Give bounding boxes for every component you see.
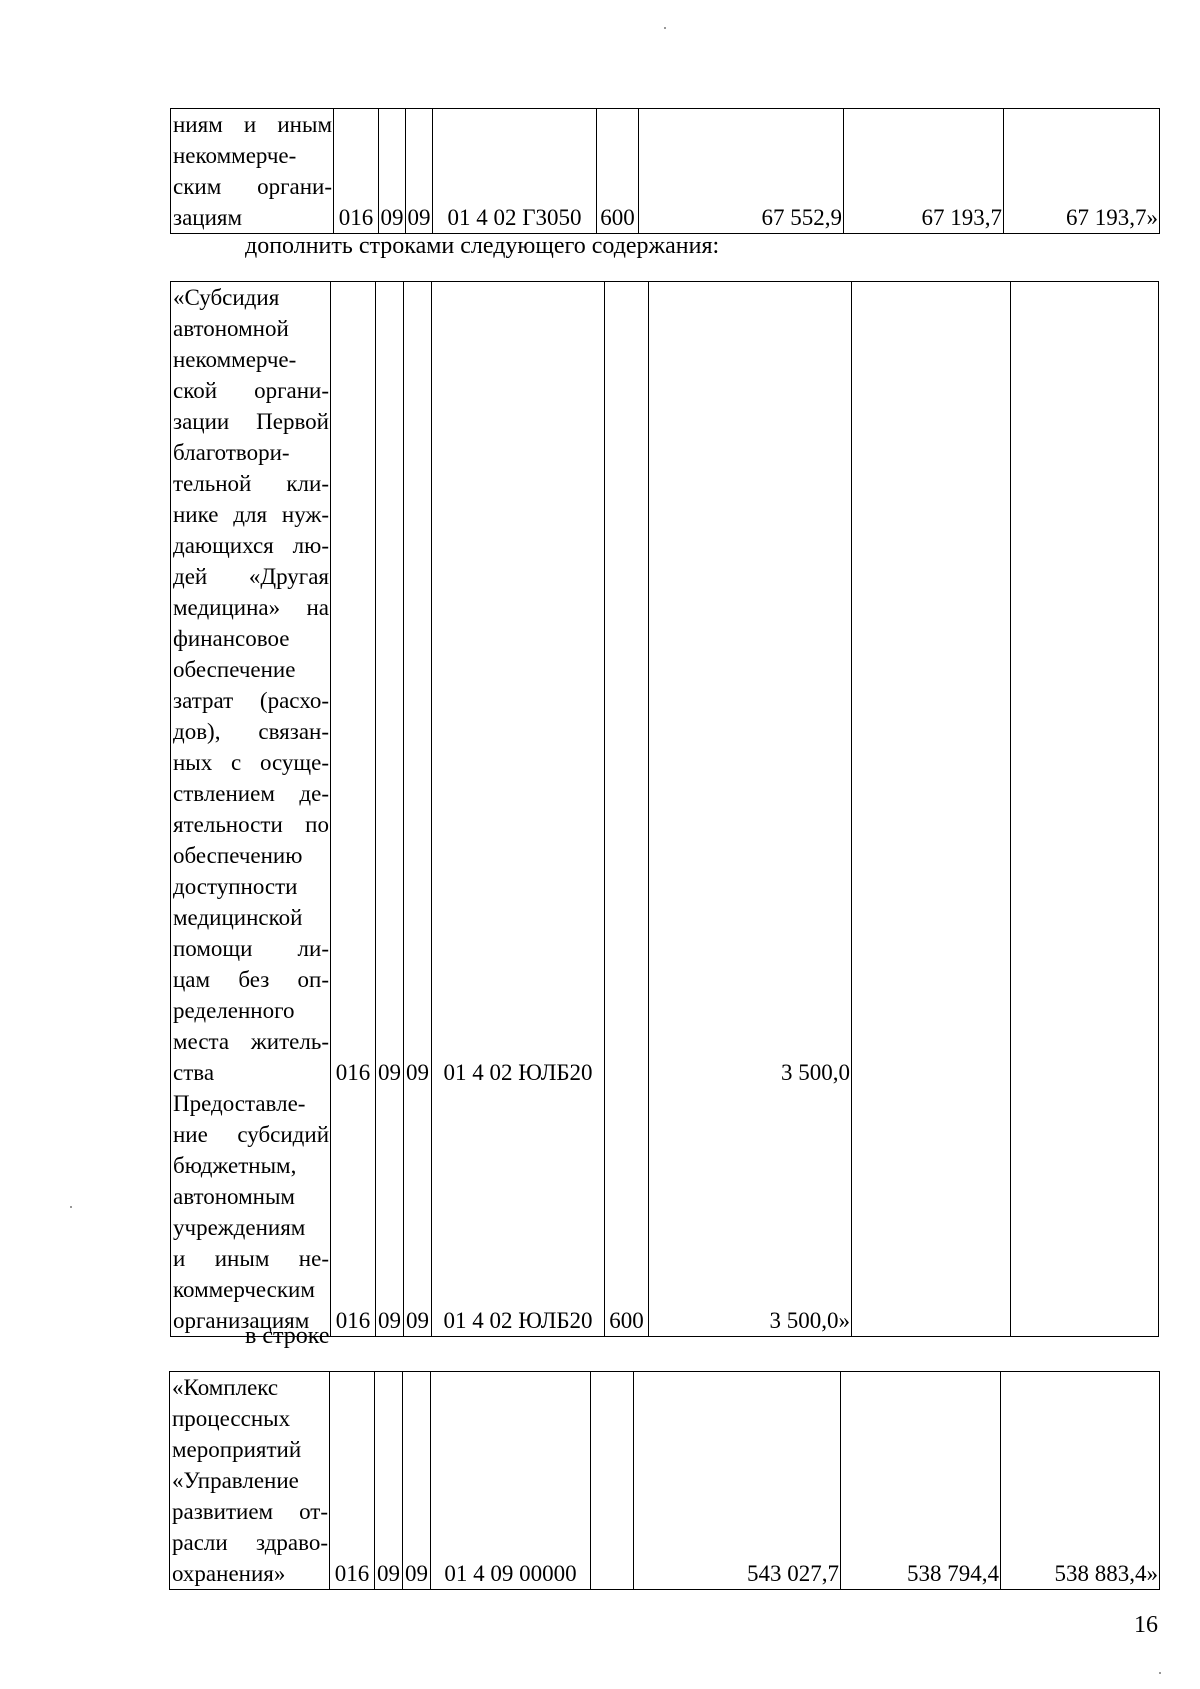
name-line: медицина» на	[173, 595, 329, 620]
name-line: ским органи-	[173, 174, 332, 199]
instruction-add-rows: дополнить строками следующего содержания:	[245, 233, 720, 259]
name-line: благотвори-	[173, 440, 290, 465]
name-line: мероприятий	[172, 1437, 302, 1462]
name-line: «Управление	[172, 1468, 299, 1493]
name-line: затрат (расхо-	[173, 688, 329, 713]
gr-cell	[331, 282, 376, 1337]
budget-table-top	[170, 108, 1160, 234]
rz-cell	[376, 282, 404, 1337]
gr-value: 016	[335, 1060, 371, 1085]
name-line: медицинской	[173, 905, 303, 930]
name-line: «Комплекс	[172, 1375, 279, 1400]
rz-cell: 09	[379, 109, 406, 234]
pr-cell: 09	[406, 109, 433, 234]
name-line: ства	[173, 1060, 215, 1085]
name-line: охранения»	[172, 1561, 286, 1586]
sum-value: 3 500,0	[781, 1060, 850, 1085]
gr-cell: 016	[334, 109, 379, 234]
vr-cell	[605, 282, 649, 1337]
row-name-cell	[170, 1372, 330, 1590]
row-name-cell	[171, 109, 334, 234]
table-row	[170, 1372, 1160, 1590]
csr-cell: 01 4 02 Г3050	[433, 109, 597, 234]
rz-value: 09	[378, 1308, 401, 1333]
row-name-block	[173, 1088, 329, 1336]
name-line: обеспечению	[173, 843, 303, 868]
sum-2026-cell: 538 883,4»	[1001, 1372, 1160, 1590]
name-line: некоммерче-	[173, 347, 297, 372]
sum-2025-cell	[852, 282, 1011, 1337]
scan-speck	[70, 1206, 72, 1208]
name-line: учреждениям	[173, 1215, 306, 1240]
scan-speck	[664, 27, 666, 29]
name-line: нике для нуж-	[173, 502, 329, 527]
name-line: «Субсидия	[173, 285, 280, 310]
sum-2024-cell	[649, 282, 852, 1337]
pr-value: 09	[406, 1308, 429, 1333]
gr-value: 016	[335, 1308, 371, 1333]
csr-cell	[432, 282, 605, 1337]
gr-cell: 016	[330, 1372, 375, 1590]
sum-value: 3 500,0»	[769, 1308, 850, 1333]
name-line: процессных	[172, 1406, 291, 1431]
name-line: автономной	[173, 316, 289, 341]
name-line: помощи ли-	[173, 936, 329, 961]
name-line: дов), связан-	[173, 719, 329, 744]
pr-cell: 09	[403, 1372, 431, 1590]
rz-value: 09	[378, 1060, 401, 1085]
page-number: 16	[1134, 1612, 1158, 1638]
table-row	[171, 109, 1160, 234]
name-line: ятельности по	[173, 812, 329, 837]
vr-cell	[591, 1372, 634, 1590]
sum-2026-cell	[1011, 282, 1159, 1337]
name-line: ределенного	[173, 998, 295, 1023]
name-line: коммерческим	[173, 1277, 315, 1302]
row-name-block	[173, 282, 329, 1088]
name-line: Предоставле-	[173, 1091, 306, 1116]
name-line: расли здраво-	[172, 1530, 328, 1555]
vr-value	[605, 1057, 648, 1088]
name-line: некоммерче-	[173, 143, 297, 168]
name-line: обеспечение	[173, 657, 296, 682]
name-line: ние субсидий	[173, 1122, 329, 1147]
budget-table-added	[170, 281, 1159, 1337]
sum-2026-cell: 67 193,7»	[1004, 109, 1160, 234]
scan-speck	[1159, 1672, 1161, 1674]
sum-2025-cell: 538 794,4	[841, 1372, 1001, 1590]
sum-2024-cell: 67 552,9	[639, 109, 844, 234]
name-line: и иным не-	[173, 1246, 329, 1271]
csr-cell: 01 4 09 00000	[431, 1372, 591, 1590]
name-line: дей «Другая	[173, 564, 329, 589]
name-line: зациям	[173, 205, 243, 230]
name-line: организациям	[173, 1308, 310, 1333]
sum-2024-cell: 543 027,7	[634, 1372, 841, 1590]
pr-value: 09	[406, 1060, 429, 1085]
vr-value: 600	[609, 1308, 644, 1333]
sum-2025-cell: 67 193,7	[844, 109, 1004, 234]
name-line: дающихся лю-	[173, 533, 329, 558]
name-line: тельной кли-	[173, 471, 329, 496]
csr-value: 01 4 02 ЮЛБ20	[443, 1060, 593, 1085]
name-line: зации Первой	[173, 409, 329, 434]
name-line: ской органи-	[173, 378, 329, 403]
pr-cell	[404, 282, 432, 1337]
vr-cell: 600	[597, 109, 639, 234]
name-line: ниям и иным	[173, 112, 332, 137]
rz-cell: 09	[375, 1372, 403, 1590]
name-line: ных с осуще-	[173, 750, 329, 775]
name-line: развитием от-	[172, 1499, 328, 1524]
csr-value: 01 4 02 ЮЛБ20	[443, 1308, 593, 1333]
name-line: финансовое	[173, 626, 290, 651]
name-line: цам без оп-	[173, 967, 329, 992]
name-line: бюджетным,	[173, 1153, 297, 1178]
table-row	[171, 282, 1159, 1337]
instruction-in-row: в строке	[245, 1323, 330, 1349]
name-line: доступности	[173, 874, 298, 899]
name-line: ствлением де-	[173, 781, 329, 806]
name-line: места житель-	[173, 1029, 329, 1054]
row-name-cell	[171, 282, 331, 1337]
budget-table-bottom	[169, 1371, 1160, 1590]
name-line: автономным	[173, 1184, 295, 1209]
